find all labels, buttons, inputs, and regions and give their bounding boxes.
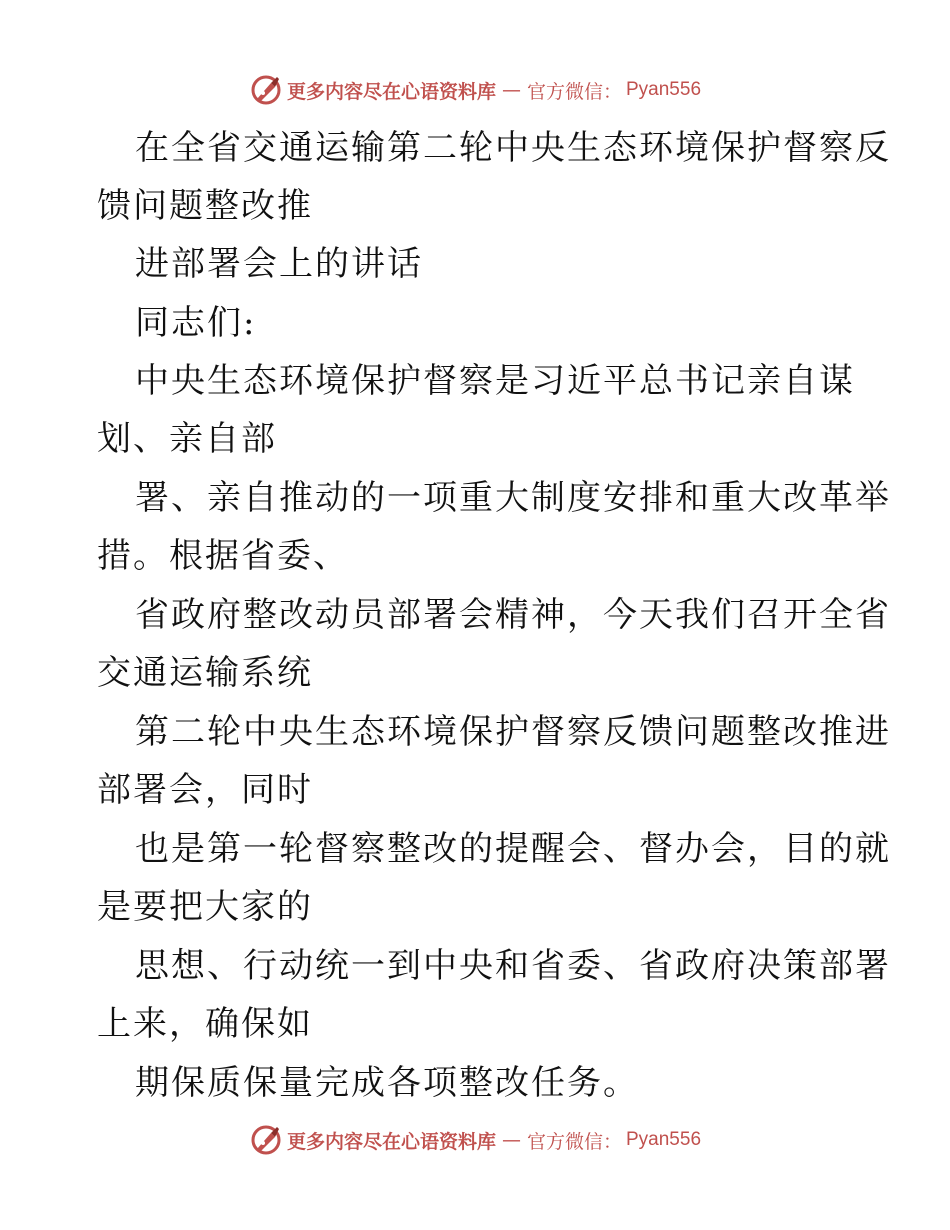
body-line: 期保质保量完成各项整改任务。 (135, 1063, 639, 1103)
body-line: 也是第一轮督察整改的提醒会、督办会，目的就 (135, 829, 891, 869)
body-line: 交通运输系统 (97, 653, 313, 693)
body-line: 同志们: (135, 303, 257, 343)
watermark-id: Pyan556 (626, 1129, 702, 1150)
watermark-site-text: 更多内容尽在心语资料库 (286, 80, 496, 103)
body-line: 署、亲自推动的一项重大制度安排和重大改革举 (135, 478, 891, 518)
header-watermark (0, 70, 950, 110)
body-line: 进部署会上的讲话 (135, 244, 423, 284)
watermark-id: Pyan556 (626, 79, 702, 100)
body-line: 部署会，同时 (97, 770, 313, 810)
body-line: 在全省交通运输第二轮中央生态环境保护督察反 (135, 128, 891, 168)
body-line: 中央生态环境保护督察是习近平总书记亲自谋 (135, 361, 855, 401)
body-line: 馈问题整改推 (97, 186, 313, 226)
body-line: 划、亲自部 (97, 419, 277, 459)
body-line: 是要把大家的 (97, 887, 313, 927)
watermark-site-text: 更多内容尽在心语资料库 (286, 1130, 496, 1153)
watermark-label: 官方微信： (526, 80, 622, 103)
body-line: 上来，确保如 (97, 1004, 313, 1044)
watermark-separator: — (501, 1129, 521, 1151)
pen-logo-icon (249, 73, 283, 107)
pen-logo-icon (249, 1123, 283, 1157)
body-line: 思想、行动统一到中央和省委、省政府决策部署 (135, 946, 891, 986)
body-line: 第二轮中央生态环境保护督察反馈问题整改推进 (135, 712, 891, 752)
body-line: 措。根据省委、 (97, 536, 349, 576)
watermark-separator: — (501, 79, 521, 101)
watermark-label: 官方微信： (526, 1130, 622, 1153)
footer-watermark (0, 1120, 950, 1160)
body-line: 省政府整改动员部署会精神，今天我们召开全省 (135, 595, 891, 635)
